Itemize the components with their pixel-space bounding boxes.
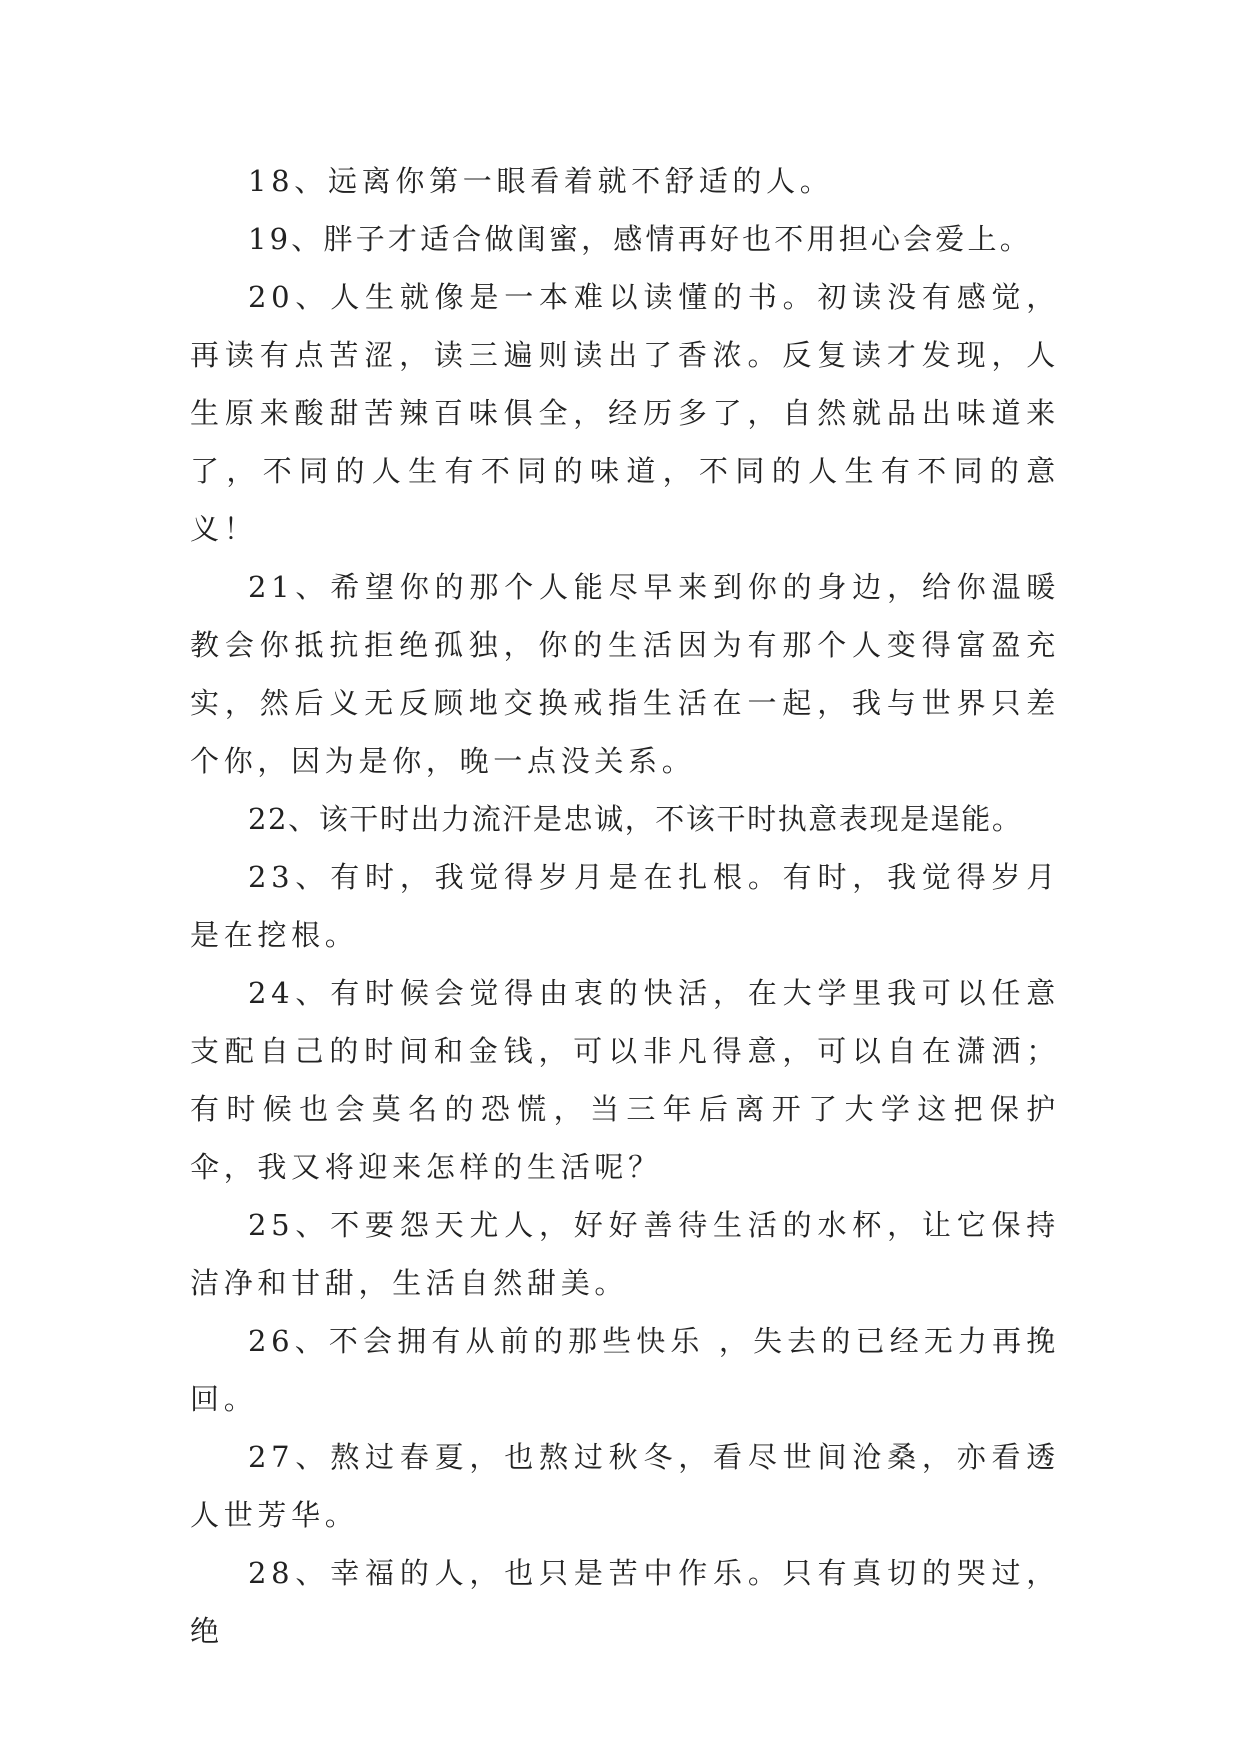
paragraph-28: 28、幸福的人，也只是苦中作乐。只有真切的哭过，绝	[190, 1556, 1060, 1648]
paragraph-23: 23、有时，我觉得岁月是在扎根。有时，我觉得岁月是在挖根。	[190, 860, 1060, 952]
paragraph-24: 24、有时候会觉得由衷的快活，在大学里我可以任意支配自己的时间和金钱，可以非凡得意，可以自在潇洒；有时候也会莫名的恐慌，当三年后离开了大学这把保护伞，我又将迎来怎样的生活呢？	[190, 976, 1060, 1184]
paragraph-21: 21、希望你的那个人能尽早来到你的身边，给你温暖教会你抵抗拒绝孤独，你的生活因为有那个人变得富盈充实，然后义无反顾地交换戒指生活在一起，我与世界只差个你，因为是你，晚一点没关系。	[190, 570, 1060, 778]
paragraph-22: 22、该干时出力流汗是忠诚，不该干时执意表现是逞能。	[248, 802, 1023, 836]
paragraph-27: 27、熬过春夏，也熬过秋冬，看尽世间沧桑，亦看透人世芳华。	[190, 1440, 1060, 1532]
paragraph-19: 19、胖子才适合做闺蜜，感情再好也不用担心会爱上。	[248, 222, 1032, 256]
paragraph-26: 26、不会拥有从前的那些快乐 ，失去的已经无力再挽回。	[190, 1324, 1060, 1416]
paragraph-18: 18、远离你第一眼看着就不舒适的人。	[248, 164, 834, 198]
paragraph-25: 25、不要怨天尤人，好好善待生活的水杯，让它保持洁净和甘甜，生活自然甜美。	[190, 1208, 1060, 1300]
paragraph-20: 20、人生就像是一本难以读懂的书。初读没有感觉，再读有点苦涩，读三遍则读出了香浓。反复读才发现，人生原来酸甜苦辣百味俱全，经历多了，自然就品出味道来了，不同的人生有不同的味道，不同的人生有不同的意义！	[190, 280, 1060, 546]
document-body	[190, 152, 1060, 1660]
